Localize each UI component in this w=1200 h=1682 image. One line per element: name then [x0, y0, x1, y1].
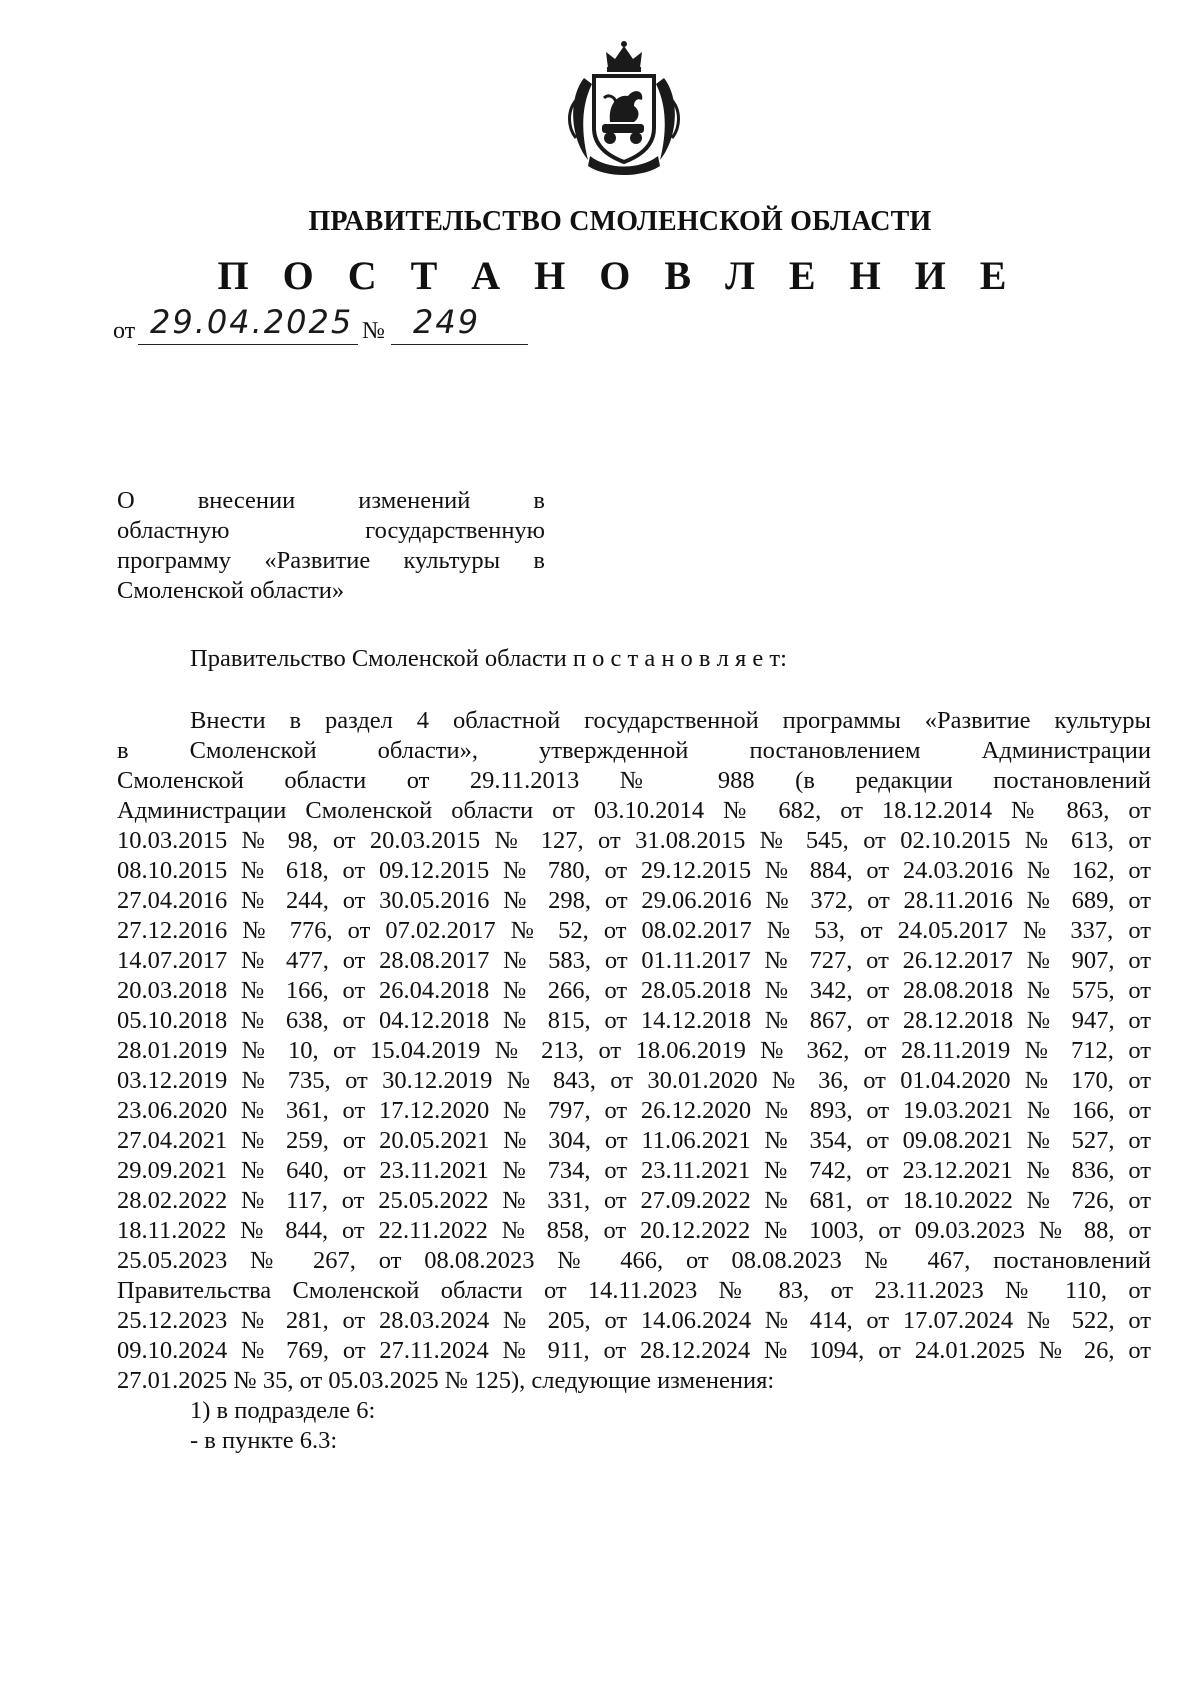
number-underline	[391, 344, 528, 345]
amendment-item: 1) в подразделе 6:	[190, 1397, 376, 1424]
date-prefix-label: от	[113, 318, 136, 344]
subject-line: Смоленской области»	[117, 577, 345, 604]
body-line: 03.12.2019 № 735, от 30.12.2019 № 843, от 30.01.2020 № 36, от 01.04.2020 № 170, от	[117, 1067, 1151, 1094]
body-line: 25.12.2023 № 281, от 28.03.2024 № 205, от 14.06.2024 № 414, от 17.07.2024 № 522, от	[117, 1307, 1151, 1334]
body-line: 27.04.2016 № 244, от 30.05.2016 № 298, от 29.06.2016 № 372, от 28.11.2016 № 689, от	[117, 887, 1151, 914]
resolves-line	[190, 645, 787, 673]
body-line: Правительства Смоленской области от 14.11.2023 № 83, от 23.11.2023 № 110, от	[117, 1277, 1151, 1304]
document-type-heading: П О С Т А Н О В Л Е Н И Е	[217, 253, 1019, 298]
body-line: 27.12.2016 № 776, от 07.02.2017 № 52, от 08.02.2017 № 53, от 24.05.2017 № 337, от	[117, 917, 1151, 944]
number-label: №	[362, 318, 385, 344]
body-line: 28.01.2019 № 10, от 15.04.2019 № 213, от 18.06.2019 № 362, от 28.11.2019 № 712, от	[117, 1037, 1151, 1064]
body-line: 25.05.2023 № 267, от 08.08.2023 № 466, от 08.08.2023 № 467, постановлений	[117, 1247, 1151, 1274]
body-line: 14.07.2017 № 477, от 28.08.2017 № 583, от 01.11.2017 № 727, от 26.12.2017 № 907, от	[117, 947, 1151, 974]
subject-line: О внесении изменений в	[117, 487, 545, 514]
body-line: Администрации Смоленской области от 03.10.2014 № 682, от 18.12.2014 № 863, от	[117, 797, 1151, 824]
resolves-lead: Правительство Смоленской области	[190, 645, 567, 672]
resolves-verb: п о с т а н о в л я е т:	[572, 645, 787, 672]
body-line: 10.03.2015 № 98, от 20.03.2015 № 127, от 31.08.2015 № 545, от 02.10.2015 № 613, от	[117, 827, 1151, 854]
government-title: ПРАВИТЕЛЬСТВО СМОЛЕНСКОЙ ОБЛАСТИ	[308, 206, 932, 237]
body-text	[117, 706, 1151, 1456]
body-line: 18.11.2022 № 844, от 22.11.2022 № 858, от 20.12.2022 № 1003, от 09.03.2023 № 88, от	[117, 1217, 1151, 1244]
body-line: 05.10.2018 № 638, от 04.12.2018 № 815, от 14.12.2018 № 867, от 28.12.2018 № 947, от	[117, 1007, 1151, 1034]
body-line: 08.10.2015 № 618, от 09.12.2015 № 780, от 29.12.2015 № 884, от 24.03.2016 № 162, от	[117, 857, 1151, 884]
body-line: 27.04.2021 № 259, от 20.05.2021 № 304, от 11.06.2021 № 354, от 09.08.2021 № 527, от	[117, 1127, 1151, 1154]
body-line: 20.03.2018 № 166, от 26.04.2018 № 266, от 28.05.2018 № 342, от 28.08.2018 № 575, от	[117, 977, 1151, 1004]
subject-line: программу «Развитие культуры в	[117, 547, 545, 574]
coat-of-arms-emblem	[564, 38, 684, 178]
body-line: 29.09.2021 № 640, от 23.11.2021 № 734, от 23.11.2021 № 742, от 23.12.2021 № 836, от	[117, 1157, 1151, 1184]
body-line: 28.02.2022 № 117, от 25.05.2022 № 331, от 27.09.2022 № 681, от 18.10.2022 № 726, от	[117, 1187, 1151, 1214]
body-line: 27.01.2025 № 35, от 05.03.2025 № 125), следующие изменения:	[117, 1367, 775, 1394]
subject-line: областную государственную	[117, 517, 545, 544]
body-line: в Смоленской области», утвержденной постановлением Администрации	[117, 737, 1151, 764]
body-line: Смоленской области от 29.11.2013 № 988 (в редакции постановлений	[117, 767, 1151, 794]
body-line: 09.10.2024 № 769, от 27.11.2024 № 911, от 28.12.2024 № 1094, от 24.01.2025 № 26, от	[117, 1337, 1151, 1364]
date-underline	[138, 344, 358, 345]
body-line: 23.06.2020 № 361, от 17.12.2020 № 797, от 26.12.2020 № 893, от 19.03.2021 № 166, от	[117, 1097, 1151, 1124]
subject-block	[117, 486, 545, 606]
amendment-subitem: - в пункте 6.3:	[190, 1427, 338, 1454]
handwritten-date: 29.04.2025	[150, 303, 354, 341]
handwritten-number: 249	[413, 303, 481, 341]
body-line: Внести в раздел 4 областной государственной программы «Развитие культуры	[190, 707, 1151, 734]
